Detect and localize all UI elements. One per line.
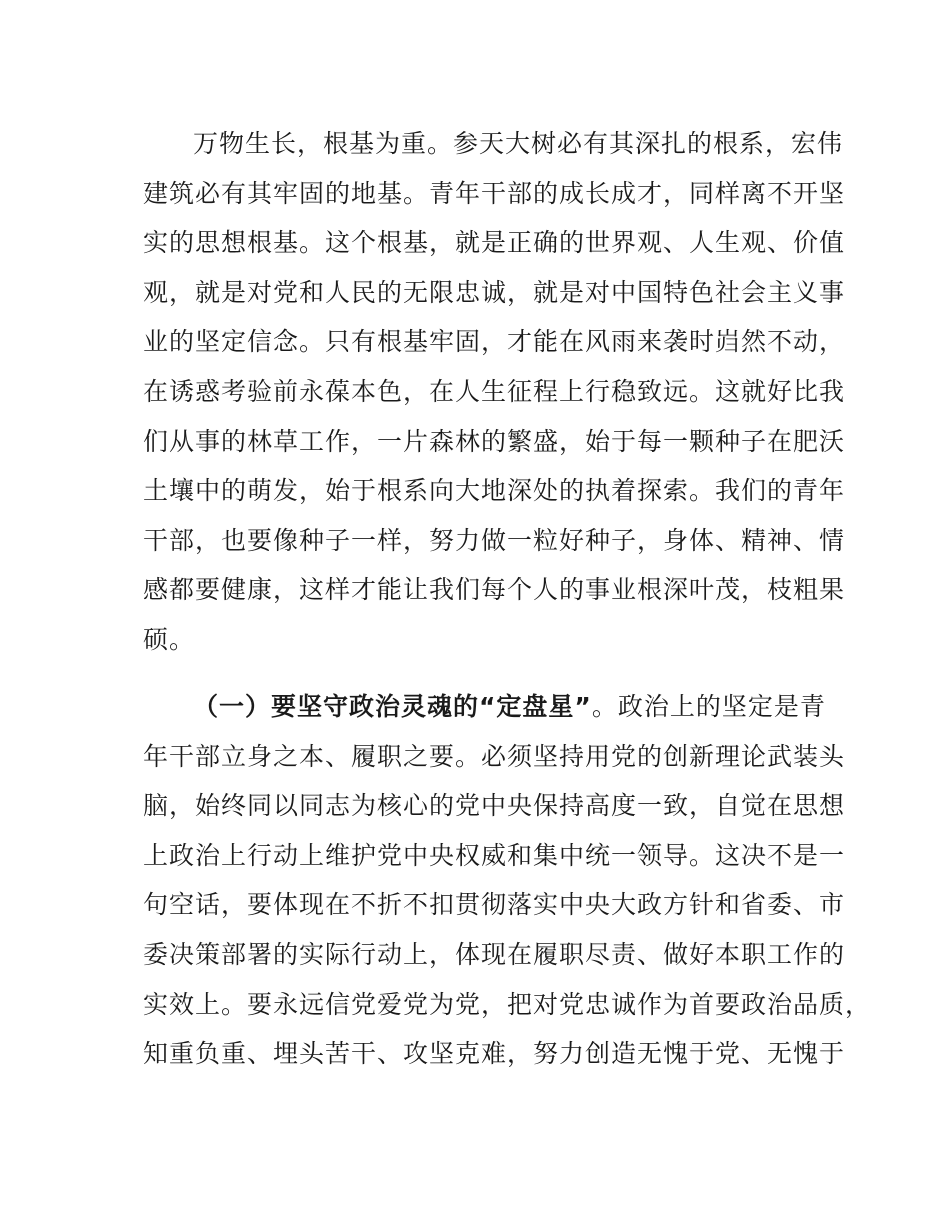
paragraph-political-soul: [143, 682, 872, 1079]
text-line: 上政治上行动上维护党中央权威和集中统一领导。这决不是一: [143, 840, 846, 870]
text-line: 委决策部署的实际行动上，体现在履职尽责、做好本职工作的: [143, 939, 846, 969]
text-line: 年干部立身之本、履职之要。必须坚持用党的创新理论武装头: [143, 741, 846, 771]
text-line: 句空话，要体现在不折不扣贯彻落实中央大政方针和省委、市: [143, 890, 846, 920]
text-line: 硕。: [143, 624, 196, 654]
text-line: 观，就是对党和人民的无限忠诚，就是对中国特色社会主义事: [143, 277, 846, 307]
text-line: 干部，也要像种子一样，努力做一粒好种子，身体、精神、情: [143, 525, 846, 555]
text-line: 土壤中的萌发，始于根系向大地深处的执着探索。我们的青年: [143, 476, 846, 506]
text-line: 万物生长，根基为重。参天大树必有其深扎的根系，宏伟: [193, 129, 844, 158]
text-line: 实的思想根基。这个根基，就是正确的世界观、人生观、价值: [143, 228, 846, 258]
text-line: 实效上。要永远信党爱党为党，把对党忠诚作为首要政治品质，: [143, 989, 872, 1019]
text-line: 脑，始终同以同志为核心的党中央保持高度一致，自觉在思想: [143, 791, 846, 821]
text-line: 业的坚定信念。只有根基牢固，才能在风雨来袭时岿然不动，: [143, 327, 846, 357]
heading-line-rest: 。政治上的坚定是青: [591, 692, 826, 721]
section-heading: （一）要坚守政治灵魂的“定盘星”: [193, 692, 592, 721]
text-line: 在诱惑考验前永葆本色，在人生征程上行稳致远。这就好比我: [143, 376, 846, 406]
text-line: 知重负重、埋头苦干、攻坚克难，努力创造无愧于党、无愧于: [143, 1039, 846, 1069]
paragraph-roots: [143, 119, 846, 665]
text-line: 建筑必有其牢固的地基。青年干部的成长成才，同样离不开坚: [143, 178, 846, 208]
text-line-with-heading: [143, 682, 826, 732]
text-line: 感都要健康，这样才能让我们每个人的事业根深叶茂，枝粗果: [143, 575, 846, 605]
text-line: 们从事的林草工作，一片森林的繁盛，始于每一颗种子在肥沃: [143, 426, 846, 456]
